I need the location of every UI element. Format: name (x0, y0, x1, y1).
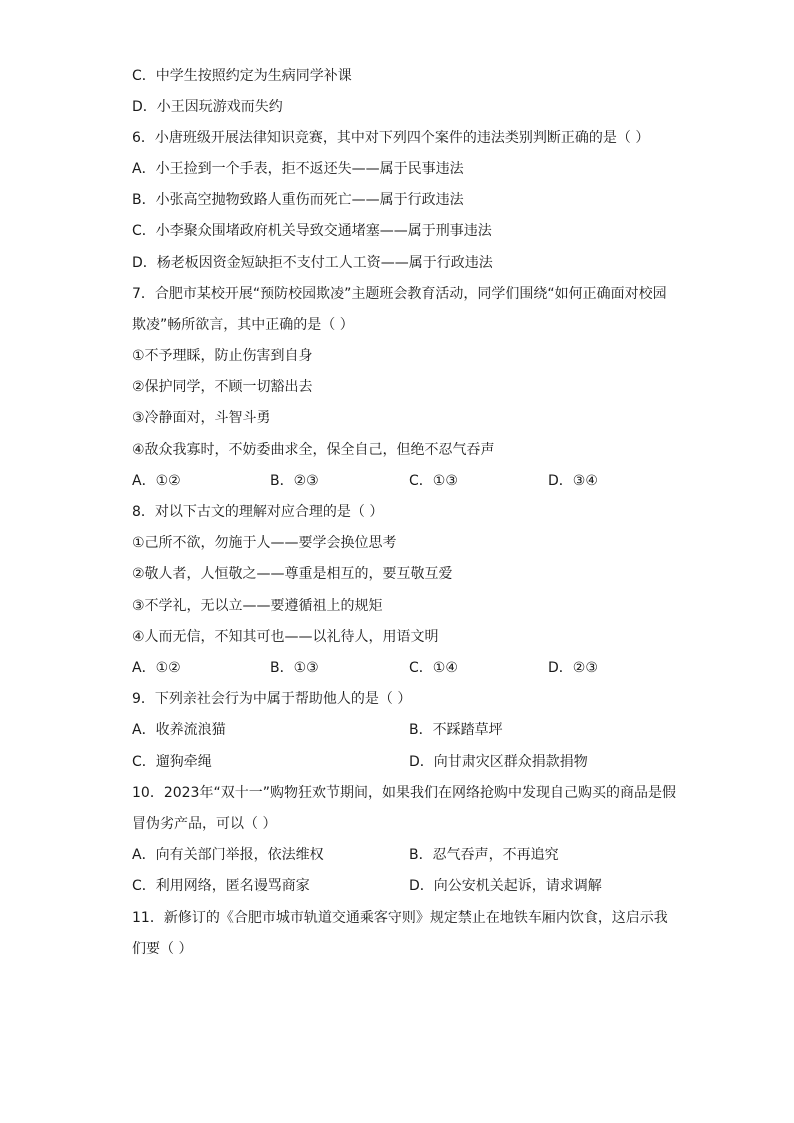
q6-option-b: B．小张高空抛物致路人重伤而死亡——属于行政违法 (132, 192, 464, 208)
q6-option-c: C．小李聚众围堵政府机关导致交通堵塞——属于刑事违法 (132, 223, 492, 239)
q8-stem: 8．对以下古文的理解对应合理的是（ ） (132, 504, 384, 520)
q7-option-b: B．②③ (270, 473, 319, 489)
q7-stem-line2: 欺凌”畅所欲言，其中正确的是（ ） (132, 317, 354, 333)
q7-option-a: A．①② (132, 473, 181, 489)
q7-statement-3: ③冷静面对，斗智斗勇 (132, 410, 271, 426)
q8-statement-1: ①己所不欲，勿施于人——要学会换位思考 (132, 535, 397, 551)
q7-statement-1: ①不予理睬，防止伤害到自身 (132, 348, 313, 364)
q10-option-a: A．向有关部门举报，依法维权 (132, 847, 324, 863)
q5-option-c: C．中学生按照约定为生病同学补课 (132, 68, 352, 84)
q10-option-b: B．忍气吞声，不再追究 (409, 847, 559, 863)
q9-stem: 9．下列亲社会行为中属于帮助他人的是（ ） (132, 691, 412, 707)
q8-statement-3: ③不学礼，无以立——要遵循祖上的规矩 (132, 598, 383, 614)
q10-stem-line2: 冒伪劣产品，可以（ ） (132, 816, 277, 832)
q10-option-d: D．向公安机关起诉，请求调解 (409, 878, 602, 894)
q8-statement-4: ④人而无信，不知其可也——以礼待人，用语文明 (132, 629, 439, 645)
q11-stem-line1: 11．新修订的《合肥市城市轨道交通乘客守则》规定禁止在地铁车厢内饮食，这启示我 (132, 910, 668, 926)
q6-option-a: A．小王捡到一个手表，拒不返还失——属于民事违法 (132, 161, 464, 177)
q9-option-d: D．向甘肃灾区群众捐款捐物 (409, 754, 588, 770)
q8-option-a: A．①② (132, 660, 181, 676)
q8-option-c: C．①④ (409, 660, 458, 676)
q8-option-b: B．①③ (270, 660, 319, 676)
q10-option-c: C．利用网络，匿名谩骂商家 (132, 878, 310, 894)
q10-stem-line1: 10．2023年“双十一”购物狂欢节期间，如果我们在网络抢购中发现自己购买的商品是假 (132, 785, 676, 801)
q9-option-c: C．遛狗牵绳 (132, 754, 212, 770)
q6-option-d: D．杨老板因资金短缺拒不支付工人工资——属于行政违法 (132, 255, 493, 271)
q7-statement-4: ④敌众我寡时，不妨委曲求全，保全自己，但绝不忍气吞声 (132, 442, 495, 458)
q7-statement-2: ②保护同学，不顾一切豁出去 (132, 379, 313, 395)
q8-option-d: D．②③ (548, 660, 598, 676)
q11-stem-line2: 们要（ ） (132, 941, 193, 957)
q6-stem: 6．小唐班级开展法律知识竞赛，其中对下列四个案件的违法类别判断正确的是（ ） (132, 130, 650, 146)
q8-statement-2: ②敬人者，人恒敬之——尊重是相互的，要互敬互爱 (132, 566, 453, 582)
q5-option-d: D．小王因玩游戏而失约 (132, 99, 283, 115)
q7-option-d: D．③④ (548, 473, 598, 489)
q9-option-b: B．不踩踏草坪 (409, 722, 503, 738)
q9-option-a: A．收养流浪猫 (132, 722, 226, 738)
q7-option-c: C．①③ (409, 473, 458, 489)
q7-stem-line1: 7．合肥市某校开展“预防校园欺凌”主题班会教育活动，同学们围绕“如何正确面对校园 (132, 286, 667, 302)
